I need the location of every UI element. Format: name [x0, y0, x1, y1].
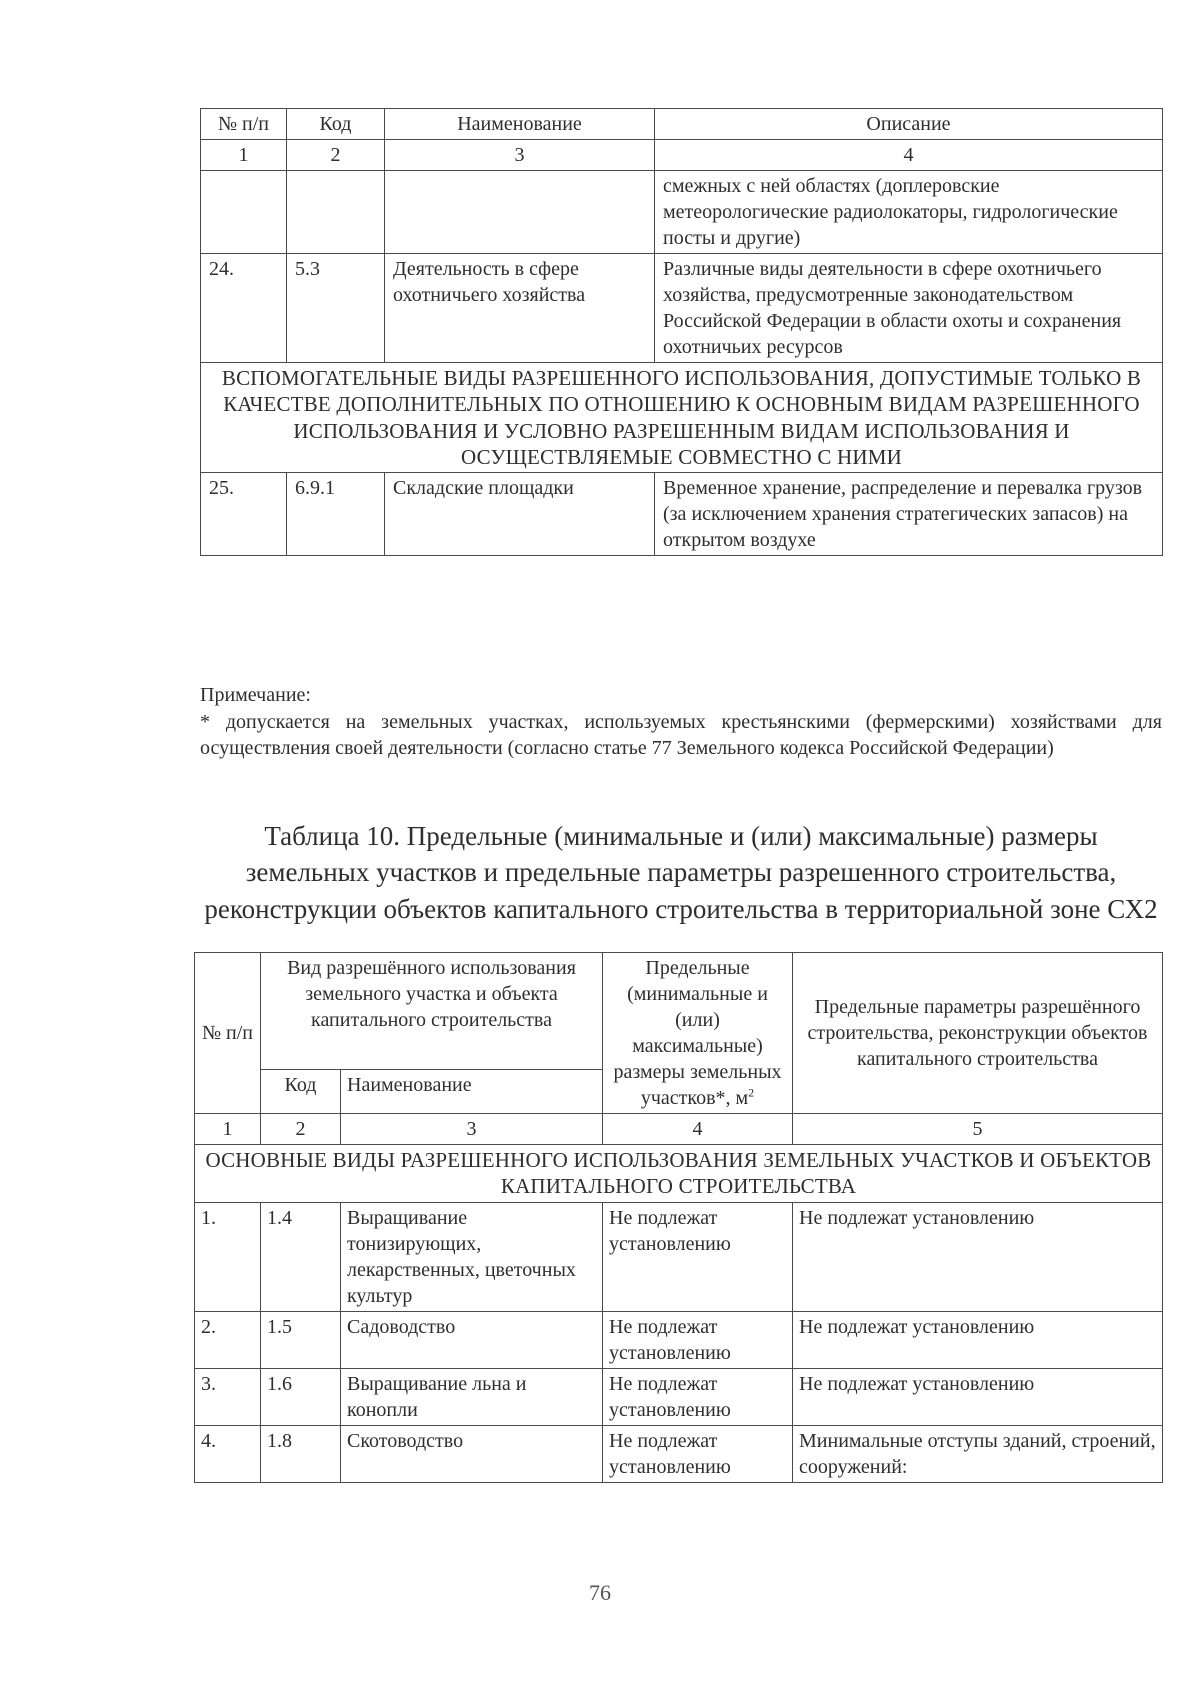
table-header-row: [195, 953, 1163, 1070]
row-code: 6.9.1: [287, 473, 385, 556]
row-params: Не подлежат установлению: [793, 1311, 1163, 1368]
table-row: [195, 1311, 1163, 1368]
index-cell: 4: [603, 1114, 793, 1145]
footnote-title: Примечание:: [200, 684, 311, 706]
header-land-sizes-text: Предельные (минимальные и (или) максимальные) размеры земельных участков*, м: [613, 957, 782, 1109]
header-num: № п/п: [201, 109, 287, 140]
row-code: 1.5: [261, 1311, 341, 1368]
footnote: [200, 682, 1162, 762]
table-row: [201, 473, 1163, 556]
section-heading: ВСПОМОГАТЕЛЬНЫЕ ВИДЫ РАЗРЕШЕННОГО ИСПОЛЬЗОВАНИЯ, ДОПУСТИМЫЕ ТОЛЬКО В КАЧЕСТВЕ ДОПОЛНИТЕЛЬНЫХ ПО ОТНОШЕНИЮ К ОСНОВНЫМ ВИДАМ РАЗРЕШЕННОГО ИСПОЛЬЗОВАНИЯ И УСЛОВНО РАЗРЕШЕННЫМ ВИДАМ ИСПОЛЬЗОВАНИЯ И ОСУЩЕСТВЛЯЕМЫЕ СОВМЕСТНО С НИМИ: [201, 363, 1163, 473]
row-params: Не подлежат установлению: [793, 1202, 1163, 1311]
header-land-sizes: [603, 953, 793, 1114]
index-cell: 2: [261, 1114, 341, 1145]
index-cell: 4: [655, 140, 1163, 171]
header-land-sizes-sup: 2: [748, 1085, 755, 1100]
index-cell: 1: [201, 140, 287, 171]
table-caption: Таблица 10. Предельные (минимальные и (или) максимальные) размеры земельных участков и предельные параметры разрешенного строительства, реконструкции объектов капитального строительства в территориальной зоне СХ2: [204, 821, 1158, 924]
row-code: 5.3: [287, 254, 385, 363]
row-params: Не подлежат установлению: [793, 1368, 1163, 1425]
index-cell: 5: [793, 1114, 1163, 1145]
page-number: 76: [589, 1580, 611, 1605]
table-row: [201, 171, 1163, 254]
header-description: Описание: [655, 109, 1163, 140]
section-row: [201, 363, 1163, 473]
index-cell: 3: [341, 1114, 603, 1145]
row-sizes: Не подлежат установлению: [603, 1311, 793, 1368]
table-header-row: [201, 109, 1163, 140]
index-cell: 1: [195, 1114, 261, 1145]
section-row: [195, 1145, 1163, 1203]
row-name: Складские площадки: [385, 473, 655, 556]
row-num: 24.: [201, 254, 287, 363]
table-index-row: [195, 1114, 1163, 1145]
row-name: Скотоводство: [341, 1425, 603, 1482]
index-cell: 3: [385, 140, 655, 171]
row-code: 1.8: [261, 1425, 341, 1482]
row-num: 4.: [195, 1425, 261, 1482]
row-name: Садоводство: [341, 1311, 603, 1368]
land-parameters-table: [194, 952, 1163, 1483]
row-num: 25.: [201, 473, 287, 556]
row-sizes: Не подлежат установлению: [603, 1425, 793, 1482]
header-build-params: Предельные параметры разрешённого строительства, реконструкции объектов капитального строительства: [793, 953, 1163, 1114]
row-num: [201, 171, 287, 254]
header-code: Код: [287, 109, 385, 140]
section-heading: ОСНОВНЫЕ ВИДЫ РАЗРЕШЕННОГО ИСПОЛЬЗОВАНИЯ ЗЕМЕЛЬНЫХ УЧАСТКОВ И ОБЪЕКТОВ КАПИТАЛЬНОГО СТРОИТЕЛЬСТВА: [195, 1145, 1163, 1203]
table-row: [195, 1368, 1163, 1425]
row-description: Временное хранение, распределение и перевалка грузов (за исключением хранения стратегических запасов) на открытом воздухе: [655, 473, 1163, 556]
row-name: Деятельность в сфере охотничьего хозяйства: [385, 254, 655, 363]
table-row: [201, 254, 1163, 363]
header-num: № п/п: [195, 953, 261, 1114]
row-sizes: Не подлежат установлению: [603, 1368, 793, 1425]
row-code: 1.4: [261, 1202, 341, 1311]
row-num: 2.: [195, 1311, 261, 1368]
table-row: [195, 1425, 1163, 1482]
header-name: Наименование: [341, 1070, 603, 1114]
row-params: Минимальные отступы зданий, строений, сооружений:: [793, 1425, 1163, 1482]
table-row: [195, 1202, 1163, 1311]
row-code: [287, 171, 385, 254]
header-name: Наименование: [385, 109, 655, 140]
row-code: 1.6: [261, 1368, 341, 1425]
land-use-table: [200, 108, 1163, 556]
row-sizes: Не подлежат установлению: [603, 1202, 793, 1311]
row-name: Выращивание льна и конопли: [341, 1368, 603, 1425]
row-num: 1.: [195, 1202, 261, 1311]
row-name: [385, 171, 655, 254]
row-name: Выращивание тонизирующих, лекарственных, цветочных культур: [341, 1202, 603, 1311]
row-description: смежных с ней областях (доплеровские метеорологические радиолокаторы, гидрологические посты и другие): [655, 171, 1163, 254]
row-num: 3.: [195, 1368, 261, 1425]
header-use-kind: Вид разрешённого использования земельного участка и объекта капитального строительства: [261, 953, 603, 1070]
footnote-text: * допускается на земельных участках, используемых крестьянскими (фермерскими) хозяйствами для осуществления своей деятельности (согласно статье 77 Земельного кодекса Российской Федерации): [200, 710, 1162, 760]
table-index-row: [201, 140, 1163, 171]
header-code: Код: [261, 1070, 341, 1114]
row-description: Различные виды деятельности в сфере охотничьего хозяйства, предусмотренные законодательством Российской Федерации в области охоты и сохранения охотничьих ресурсов: [655, 254, 1163, 363]
index-cell: 2: [287, 140, 385, 171]
